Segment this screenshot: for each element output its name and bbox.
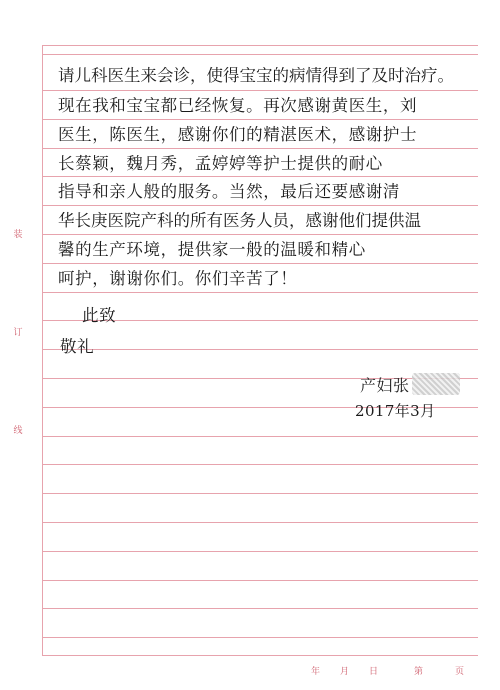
signature-name: 产妇张 [360, 376, 410, 395]
ruled-line [42, 436, 478, 437]
ruled-line [42, 608, 478, 609]
footer-page-suffix: 页 [455, 667, 465, 677]
closing-salutation-2: 敬礼 [60, 337, 95, 356]
letter-line-1: 请儿科医生来会诊，使得宝宝的病情得到了及时治疗。 [58, 66, 454, 85]
ruled-line [42, 493, 478, 494]
letter-line-2: 现在我和宝宝都已经恢复。再次感谢黄医生，刘 [58, 96, 418, 115]
letter-line-8: 呵护，谢谢你们。你们辛苦了！ [58, 269, 298, 288]
ruled-line [42, 54, 478, 55]
ruled-line [42, 119, 478, 120]
binding-mark-1: 装 [13, 230, 23, 240]
ruled-line [42, 234, 478, 235]
binding-mark-2: 订 [13, 328, 23, 338]
ruled-line [42, 176, 478, 177]
footer-year-label: 年 [311, 667, 321, 677]
ruled-line [42, 580, 478, 581]
ruled-line [42, 148, 478, 149]
signature-date: 2017年3月 [355, 402, 436, 420]
ruled-line [42, 464, 478, 465]
ruled-line [42, 45, 478, 46]
footer-day-label: 日 [369, 667, 379, 677]
ruled-line [42, 205, 478, 206]
ruled-line [42, 522, 478, 523]
letter-line-3: 医生，陈医生，感谢你们的精湛医术，感谢护士 [58, 125, 418, 144]
letter-line-5: 指导和亲人般的服务。当然，最后还要感谢清 [58, 182, 400, 201]
binding-mark-3: 线 [13, 426, 23, 436]
ruled-line [42, 655, 478, 656]
ruled-line [42, 349, 478, 350]
footer-month-label: 月 [340, 667, 350, 677]
closing-salutation-1: 此致 [82, 306, 117, 325]
ruled-line [42, 263, 478, 264]
letter-line-6: 华长庚医院产科的所有医务人员，感谢他们提供温 [58, 211, 421, 230]
redacted-name-mark [412, 373, 460, 395]
letter-line-7: 馨的生产环境，提供家一般的温暖和精心 [58, 240, 366, 259]
ruled-line [42, 551, 478, 552]
ruled-line [42, 90, 478, 91]
binding-margin-line [42, 45, 43, 655]
ruled-line [42, 292, 478, 293]
footer-page-prefix: 第 [414, 667, 424, 677]
ruled-line [42, 637, 478, 638]
letter-line-4: 长蔡颖，魏月秀，孟婷婷等护士提供的耐心 [58, 154, 383, 173]
